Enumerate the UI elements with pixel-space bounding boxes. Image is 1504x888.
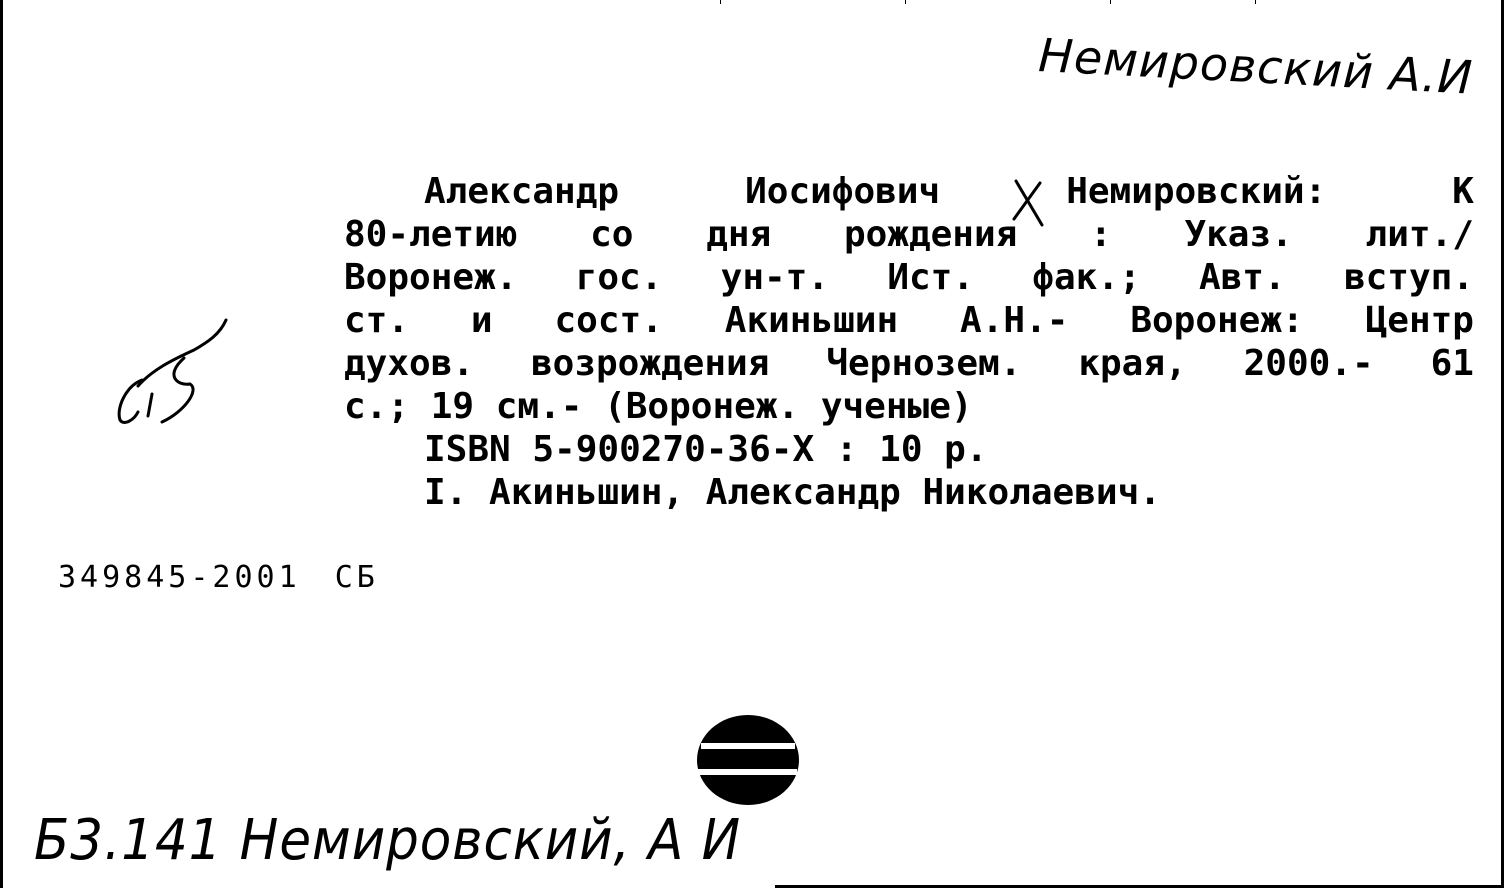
entry-word: 2000.- <box>1243 343 1374 384</box>
entry-word: К <box>1452 171 1474 212</box>
entry-word: духов. <box>344 343 475 384</box>
catalog-number: 349845-2001 <box>58 560 301 595</box>
scan-tick <box>720 0 721 4</box>
entry-physical-description: с.; 19 см.- (Воронеж. ученые) <box>344 386 973 427</box>
entry-word: Воронеж. <box>344 257 518 298</box>
entry-word: сост. <box>554 300 663 341</box>
entry-word: Чернозем. <box>826 343 1022 384</box>
entry-line <box>344 256 1474 299</box>
entry-word: Акиньшин <box>724 300 899 341</box>
entry-word: дня <box>706 214 772 255</box>
entry-word: края, <box>1078 343 1187 384</box>
handwritten-shelf-mark: Б3.141 Немировский, А И <box>34 808 742 873</box>
entry-word: гос. <box>575 257 663 298</box>
entry-word: ст. <box>344 300 410 341</box>
entry-word: ун-т. <box>720 257 830 298</box>
entry-word: фак.; <box>1032 257 1141 298</box>
entry-word: Немировский: <box>1066 171 1327 212</box>
entry-word: вступ. <box>1343 257 1474 298</box>
entry-line <box>344 342 1474 385</box>
entry-word: А.Н.- <box>960 300 1069 341</box>
handwritten-initials-mark <box>108 316 238 430</box>
scan-tick <box>1110 0 1111 4</box>
card-punch-hole <box>693 713 803 807</box>
bibliographic-entry <box>344 170 1474 514</box>
catalog-number-line <box>58 560 379 595</box>
scan-tick <box>1255 0 1256 4</box>
scan-tick <box>905 0 906 4</box>
entry-word: лит./ <box>1365 214 1474 255</box>
entry-isbn: ISBN 5-900270-36-X : 10 р. <box>424 429 988 470</box>
entry-word: Центр <box>1365 300 1474 341</box>
card-left-edge <box>0 0 3 888</box>
handwritten-author-heading: Немировский А.И <box>1037 28 1475 105</box>
entry-word: 61 <box>1430 343 1474 384</box>
entry-word: возрождения <box>530 343 770 384</box>
entry-word: Авт. <box>1198 257 1286 298</box>
entry-word: 80-летию <box>344 214 518 255</box>
catalog-code: СБ <box>334 560 379 595</box>
entry-word: Иосифович <box>745 171 941 212</box>
entry-word: и <box>470 300 493 341</box>
entry-word: со <box>590 214 634 255</box>
handwritten-cross-mark <box>1008 175 1048 235</box>
entry-line <box>344 299 1474 342</box>
entry-word: рождения <box>843 214 1018 255</box>
entry-word: Указ. <box>1184 214 1293 255</box>
entry-word: Ист. <box>887 257 975 298</box>
entry-word: Александр <box>424 171 620 212</box>
entry-added-author: I. Акиньшин, Александр Николаевич. <box>424 472 1161 513</box>
entry-word: : <box>1090 214 1112 255</box>
entry-line <box>344 213 1474 256</box>
entry-word: Воронеж: <box>1130 300 1304 341</box>
entry-heading-line <box>344 170 1474 213</box>
